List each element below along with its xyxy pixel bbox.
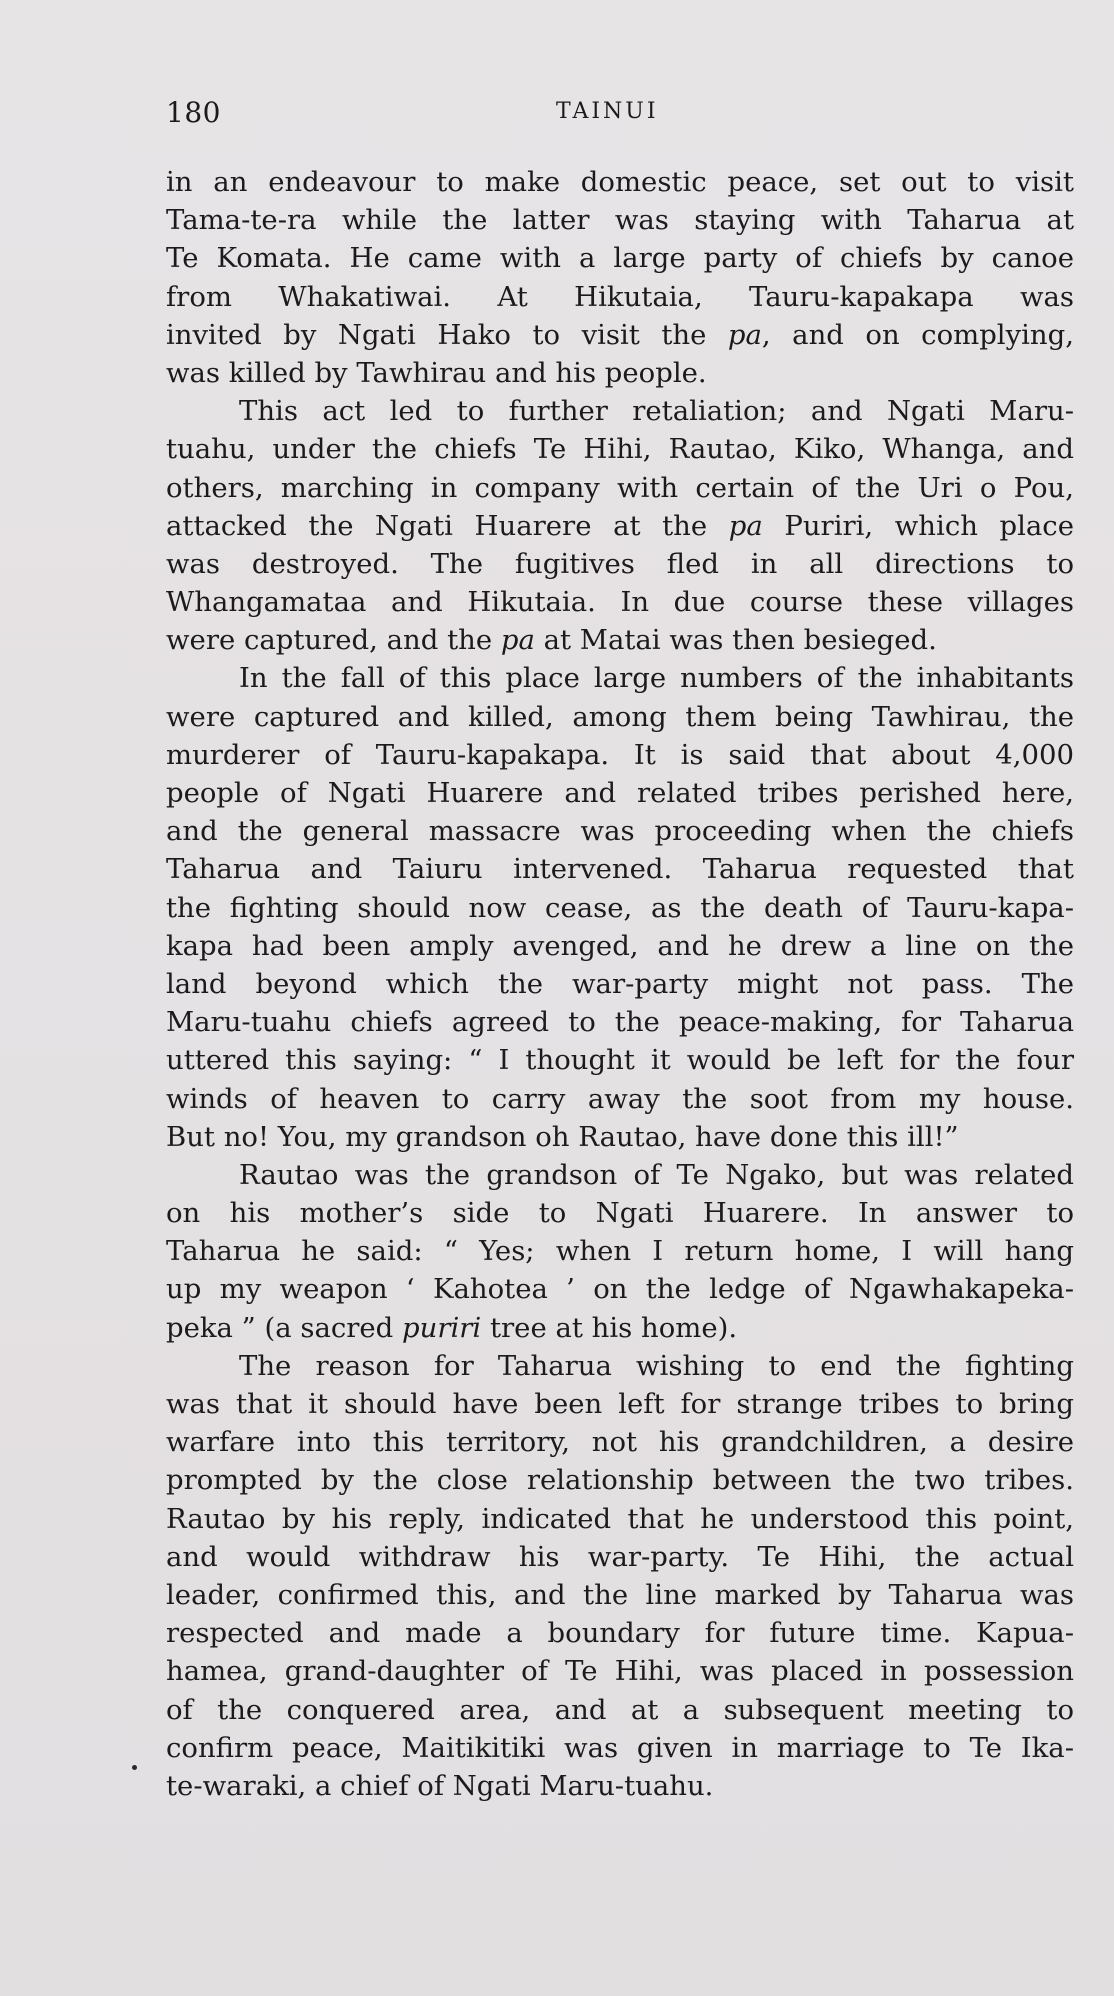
text-line: invited by Ngati Hako to visit the pa, and on complying, [166,318,1074,351]
text-line: and the general massacre was proceeding when the chiefs [166,815,1074,848]
italic-term: pa [728,509,763,542]
text-line: Whangamataa and Hikutaia. In due course these villages [166,586,1074,619]
text-line: peka ” (a sacred puriri tree at his home). [166,1311,738,1344]
text-line: respected and made a boundary for future time. Kapua- [166,1617,1074,1650]
text-line: tuahu, under the chiefs Te Hihi, Rautao, Kiko, Whanga, and [166,433,1074,466]
paragraph-first-line: This act led to further retaliation; and Ngati Maru- [239,395,1074,428]
body-text [166,163,1074,1805]
italic-term: puriri [402,1311,482,1344]
paragraph-first-line: Rautao was the grandson of Te Ngako, but was related [239,1158,1074,1191]
text-line: confirm peace, Maitikitiki was given in marriage to Te Ika- [166,1731,1074,1764]
text-line: kapa had been amply avenged, and he drew a line on the [166,929,1074,962]
text-line: in an endeavour to make domestic peace, set out to visit [166,166,1074,198]
text-line: murderer of Tauru-kapakapa. It is said that about 4,000 [166,738,1074,771]
paragraph-first-line: The reason for Taharua wishing to end the fighting [239,1349,1074,1382]
text-line: was destroyed. The fugitives fled in all directions to [166,547,1074,580]
text-line: was that it should have been left for strange tribes to bring [166,1388,1074,1420]
page-header [166,96,1081,136]
text-line: up my weapon ‘ Kahotea ’ on the ledge of Ngawhakapeka- [166,1273,1074,1306]
text-line: warfare into this territory, not his grandchildren, a desire [166,1426,1074,1459]
text-line: But no! You, my grandson oh Rautao, have done this ill!” [166,1120,959,1153]
italic-term: pa [727,318,762,351]
text-line: uttered this saying: “ I thought it would be left for the four [166,1044,1074,1077]
text-line: and would withdraw his war-party. Te Hihi, the actual [166,1540,1074,1573]
text-line: Taharua he said: “ Yes; when I return home, I will hang [166,1235,1074,1268]
page-number: 180 [166,96,221,129]
text-line: the fighting should now cease, as the death of Tauru-kapa- [166,891,1074,924]
text-line: was killed by Tawhirau and his people. [166,356,707,389]
running-head: TAINUI [556,99,659,124]
italic-term: pa [500,624,535,657]
text-line: hamea, grand-daughter of Te Hihi, was placed in possession [166,1655,1074,1688]
text-line: Taharua and Taiuru intervened. Taharua requested that [166,853,1074,886]
text-line: attacked the Ngati Huarere at the pa Puriri, which place [166,509,1074,542]
text-line: others, marching in company with certain of the Uri o Pou, [166,471,1074,504]
text-line: te-waraki, a chief of Ngati Maru-tuahu. [166,1769,714,1802]
text-line: were captured and killed, among them being Tawhirau, the [166,700,1074,733]
text-line: Maru-tuahu chiefs agreed to the peace-making, for Taharua [166,1006,1074,1039]
text-line: winds of heaven to carry away the soot from my house. [166,1082,1074,1115]
text-line: from Whakatiwai. At Hikutaia, Tauru-kapakapa was [166,280,1074,313]
text-line: Te Komata. He came with a large party of chiefs by canoe [166,242,1074,275]
text-line: Rautao by his reply, indicated that he understood this point, [166,1502,1074,1535]
text-line: prompted by the close relationship between the two tribes. [166,1464,1074,1497]
text-line: land beyond which the war-party might not pass. The [166,967,1074,1000]
text-line: people of Ngati Huarere and related tribes perished here, [166,777,1074,809]
text-line: Tama-te-ra while the latter was staying with Taharua at [166,204,1074,237]
paragraph-first-line: In the fall of this place large numbers of the inhabitants [239,662,1074,695]
text-line: on his mother’s side to Ngati Huarere. In answer to [166,1197,1074,1230]
margin-mark [132,1765,137,1770]
text-line: were captured, and the pa at Matai was then besieged. [166,624,937,657]
text-line: of the conquered area, and at a subsequent meeting to [166,1693,1074,1726]
text-line: leader, confirmed this, and the line marked by Taharua was [166,1578,1074,1611]
